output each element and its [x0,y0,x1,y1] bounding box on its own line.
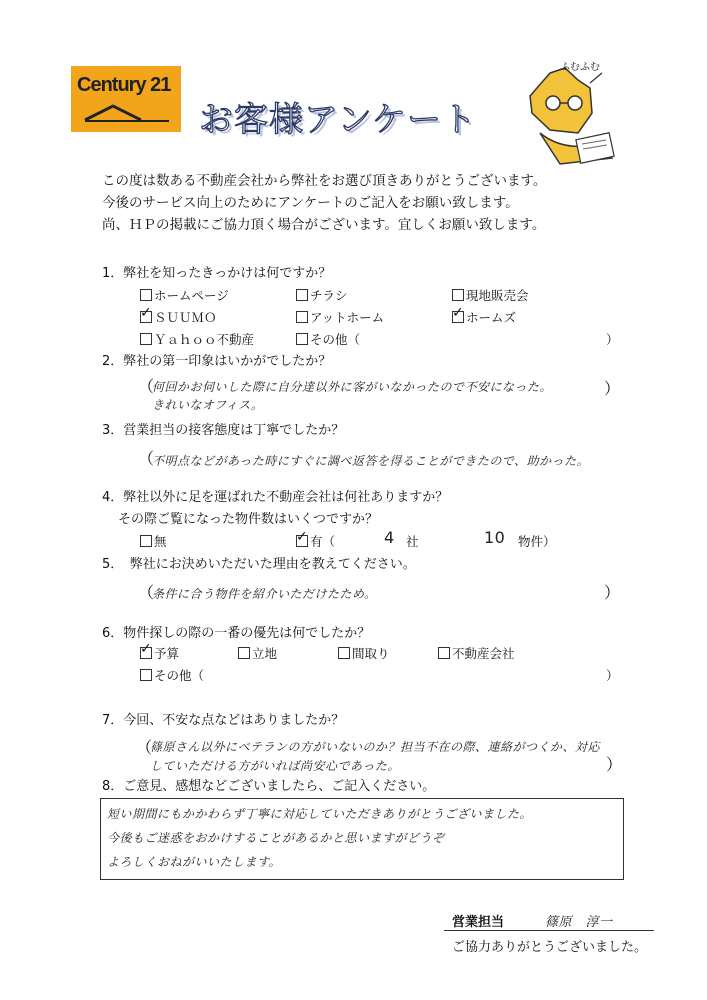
checkbox[interactable] [338,647,350,659]
question-3: 3．営業担当の接客態度は丁寧でしたか？ [102,423,345,438]
close-paren: ） [606,755,623,774]
q7-answer-line2: していただける方がいれば尚安心であった。 [150,759,400,773]
checkbox[interactable] [438,647,450,659]
option-label: ＳＵＵＭＯ [154,310,217,325]
q6-option-location[interactable] [238,644,277,662]
q4-unit-company: 社 [406,534,419,549]
option-label: その他（ [310,332,361,347]
signature-underline [444,930,654,931]
open-paren: （ [136,738,153,757]
logo-text: Century 21 [77,74,171,96]
q3-answer: 不明点などがあった時にすぐに調べ返答を得ることができたので、助かった。 [152,454,590,468]
q4-properties-count: 10 [484,528,506,547]
option-label: ホームページ [154,288,229,303]
q1-option-athome[interactable] [296,308,384,326]
q4-option-none[interactable] [140,532,167,550]
q7-answer-line1: 篠原さん以外にベテランの方がいないのか？担当不在の際、連絡がつくか、対応 [150,740,601,754]
option-label: その他（ [154,668,205,683]
open-paren: （ [138,377,155,396]
checkbox-checked[interactable] [140,647,152,659]
q1-option-homepage[interactable] [140,286,229,304]
q4-unit-property: 物件） [518,534,556,549]
intro-line: 今後のサービス向上のためにアンケートのご記入をお願い致します。 [102,195,519,211]
q6-option-budget[interactable] [140,644,179,662]
close-paren: ） [604,379,621,398]
comment-line: 短い期間にもかかわらず丁寧に対応していただきありがとうございました。 [107,807,533,821]
checkbox-checked[interactable] [140,311,152,323]
option-label: 有（ [310,534,336,549]
checkbox[interactable] [296,311,308,323]
checkbox[interactable] [140,669,152,681]
option-label: 間取り [352,646,390,661]
staff-name: 篠原 淳一 [545,915,613,930]
question-4: 4．弊社以外に足を運ばれた不動産会社は何社ありますか？ [102,490,449,505]
question-8: 8．ご意見、感想などございましたら、ご記入ください。 [102,779,436,794]
q1-other-close-paren: ） [606,332,619,347]
option-label: 現地販売会 [466,288,529,303]
q1-option-suumo[interactable] [140,308,217,326]
q4-companies-count: 4 [384,528,395,547]
option-label: ホームズ [466,310,517,325]
checkbox[interactable] [296,289,308,301]
staff-label: 営業担当 [452,915,505,930]
q4-option-yes[interactable] [296,532,335,550]
thanks-text: ご協力ありがとうございました。 [452,940,648,955]
checkbox[interactable] [452,289,464,301]
checkbox[interactable] [238,647,250,659]
q2-answer-line1: 何回かお伺いした際に自分達以外に客がいなかったので不安になった。 [152,380,553,394]
q1-option-flyer[interactable] [296,286,348,304]
q1-option-open-house[interactable] [452,286,529,304]
q5-answer: 条件に合う物件を紹介いただけたため。 [152,587,377,601]
q6-other-close-paren: ） [606,668,619,683]
checkbox[interactable] [140,333,152,345]
open-paren: （ [138,583,155,602]
mascot-illustration [520,58,635,168]
page-title: お客様アンケート [199,100,477,140]
option-label: 不動産会社 [452,646,515,661]
question-6: 6．物件探しの際の一番の優先は何でしたか？ [102,626,371,641]
intro-line: この度は数ある不動産会社から弊社をお選び頂きありがとうございます。 [102,173,547,189]
checkbox-checked[interactable] [452,311,464,323]
q1-option-homes[interactable] [452,308,516,326]
comment-line: 今後もご迷惑をおかけすることがあるかと思いますがどうぞ [107,831,445,845]
q1-option-yahoo[interactable] [140,330,254,348]
intro-text [102,170,546,236]
close-paren: ） [604,583,621,602]
mascot-icon [520,58,635,168]
q6-option-layout[interactable] [338,644,390,662]
q6-option-other[interactable] [140,666,204,684]
option-label: アットホーム [310,310,385,325]
open-paren: （ [138,449,155,468]
comment-box[interactable] [100,798,624,880]
q6-option-agency[interactable] [438,644,515,662]
house-roof-icon [83,100,173,124]
checkbox[interactable] [140,289,152,301]
question-7: 7．今回、不安な点などはありましたか？ [102,713,345,728]
option-label: Ｙａｈｏｏ不動産 [154,332,255,347]
comment-line: よろしくおねがいいたします。 [107,855,282,869]
question-5: 5． 弊社にお決めいただいた理由を教えてください。 [102,557,416,572]
checkbox-checked[interactable] [296,535,308,547]
option-label: 無 [154,534,167,549]
question-4-sub: その際ご覧になった物件数はいくつですか？ [118,512,379,527]
option-label: 予算 [154,646,180,661]
mascot-caption: ふむふむ [560,62,600,73]
option-label: チラシ [310,288,348,303]
intro-line: 尚、ＨＰの掲載にご協力頂く場合がございます。宜しくお願い致します。 [102,217,546,233]
q1-option-other[interactable] [296,330,360,348]
q2-answer-line2: きれいなオフィス。 [152,398,264,412]
century21-logo [71,66,181,132]
checkbox[interactable] [140,535,152,547]
question-2: 2．弊社の第一印象はいかがでしたか？ [102,354,332,369]
option-label: 立地 [252,646,278,661]
checkbox[interactable] [296,333,308,345]
question-1: 1．弊社を知ったきっかけは何ですか？ [102,266,332,281]
